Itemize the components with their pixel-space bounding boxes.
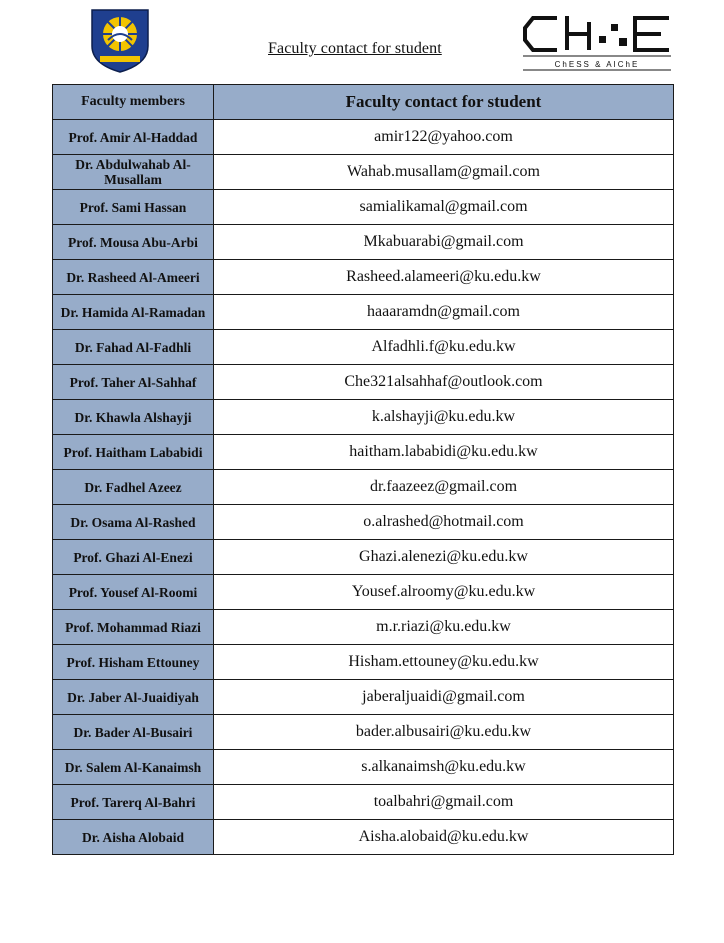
table-row bbox=[53, 120, 674, 155]
table-row bbox=[53, 575, 674, 610]
faculty-name: Prof. Mohammad Riazi bbox=[53, 610, 214, 645]
faculty-name: Prof. Ghazi Al-Enezi bbox=[53, 540, 214, 575]
faculty-name: Dr. Bader Al-Busairi bbox=[53, 715, 214, 750]
table-row bbox=[53, 540, 674, 575]
faculty-name: Dr. Jaber Al-Juaidiyah bbox=[53, 680, 214, 715]
table-row bbox=[53, 435, 674, 470]
table-body bbox=[53, 120, 674, 855]
faculty-contact-table bbox=[52, 84, 674, 855]
faculty-name: Prof. Sami Hassan bbox=[53, 190, 214, 225]
table-row bbox=[53, 785, 674, 820]
faculty-email[interactable]: bader.albusairi@ku.edu.kw bbox=[214, 715, 674, 750]
faculty-email[interactable]: Ghazi.alenezi@ku.edu.kw bbox=[214, 540, 674, 575]
table-header-row bbox=[53, 85, 674, 120]
table-row bbox=[53, 820, 674, 855]
faculty-name: Prof. Mousa Abu-Arbi bbox=[53, 225, 214, 260]
faculty-name: Prof. Hisham Ettouney bbox=[53, 645, 214, 680]
table-row bbox=[53, 330, 674, 365]
table-row bbox=[53, 715, 674, 750]
faculty-email[interactable]: Rasheed.alameeri@ku.edu.kw bbox=[214, 260, 674, 295]
faculty-email[interactable]: s.alkanaimsh@ku.edu.kw bbox=[214, 750, 674, 785]
table-row bbox=[53, 155, 674, 190]
faculty-name: Dr. Osama Al-Rashed bbox=[53, 505, 214, 540]
faculty-email[interactable]: o.alrashed@hotmail.com bbox=[214, 505, 674, 540]
table-row bbox=[53, 645, 674, 680]
faculty-name: Prof. Tarerq Al-Bahri bbox=[53, 785, 214, 820]
che-logo-icon bbox=[519, 10, 675, 72]
column-header-contact: Faculty contact for student bbox=[214, 85, 674, 120]
faculty-email[interactable]: samialikamal@gmail.com bbox=[214, 190, 674, 225]
table-row bbox=[53, 295, 674, 330]
faculty-email[interactable]: haaaramdn@gmail.com bbox=[214, 295, 674, 330]
table-row bbox=[53, 400, 674, 435]
table-row bbox=[53, 365, 674, 400]
table-row bbox=[53, 610, 674, 645]
faculty-email[interactable]: toalbahri@gmail.com bbox=[214, 785, 674, 820]
faculty-name: Dr. Aisha Alobaid bbox=[53, 820, 214, 855]
faculty-email[interactable]: amir122@yahoo.com bbox=[214, 120, 674, 155]
faculty-name: Prof. Yousef Al-Roomi bbox=[53, 575, 214, 610]
faculty-name: Dr. Khawla Alshayji bbox=[53, 400, 214, 435]
faculty-email[interactable]: haitham.lababidi@ku.edu.kw bbox=[214, 435, 674, 470]
page-title: Faculty contact for student bbox=[268, 40, 442, 57]
faculty-email[interactable]: k.alshayji@ku.edu.kw bbox=[214, 400, 674, 435]
table-row bbox=[53, 680, 674, 715]
faculty-name: Dr. Hamida Al-Ramadan bbox=[53, 295, 214, 330]
faculty-name: Dr. Abdulwahab Al-Musallam bbox=[53, 155, 214, 190]
faculty-name: Dr. Fadhel Azeez bbox=[53, 470, 214, 505]
faculty-name: Dr. Salem Al-Kanaimsh bbox=[53, 750, 214, 785]
faculty-name: Prof. Amir Al-Haddad bbox=[53, 120, 214, 155]
che-logo-tagline: ChESS & AIChE bbox=[554, 60, 640, 69]
column-header-faculty: Faculty members bbox=[53, 85, 214, 120]
table-row bbox=[53, 470, 674, 505]
faculty-email[interactable]: Alfadhli.f@ku.edu.kw bbox=[214, 330, 674, 365]
faculty-email[interactable]: jaberaljuaidi@gmail.com bbox=[214, 680, 674, 715]
faculty-name: Dr. Fahad Al-Fadhli bbox=[53, 330, 214, 365]
faculty-name: Prof. Taher Al-Sahhaf bbox=[53, 365, 214, 400]
faculty-name: Prof. Haitham Lababidi bbox=[53, 435, 214, 470]
faculty-name: Dr. Rasheed Al-Ameeri bbox=[53, 260, 214, 295]
table-row bbox=[53, 750, 674, 785]
faculty-email[interactable]: Che321alsahhaf@outlook.com bbox=[214, 365, 674, 400]
faculty-email[interactable]: dr.faazeez@gmail.com bbox=[214, 470, 674, 505]
table-row bbox=[53, 225, 674, 260]
faculty-email[interactable]: Wahab.musallam@gmail.com bbox=[214, 155, 674, 190]
university-emblem-icon bbox=[86, 6, 154, 74]
faculty-email[interactable]: Mkabuarabi@gmail.com bbox=[214, 225, 674, 260]
table-row bbox=[53, 190, 674, 225]
table-row bbox=[53, 505, 674, 540]
table-row bbox=[53, 260, 674, 295]
faculty-email[interactable]: Hisham.ettouney@ku.edu.kw bbox=[214, 645, 674, 680]
page-header bbox=[0, 0, 724, 80]
faculty-email[interactable]: Yousef.alroomy@ku.edu.kw bbox=[214, 575, 674, 610]
faculty-email[interactable]: Aisha.alobaid@ku.edu.kw bbox=[214, 820, 674, 855]
faculty-email[interactable]: m.r.riazi@ku.edu.kw bbox=[214, 610, 674, 645]
